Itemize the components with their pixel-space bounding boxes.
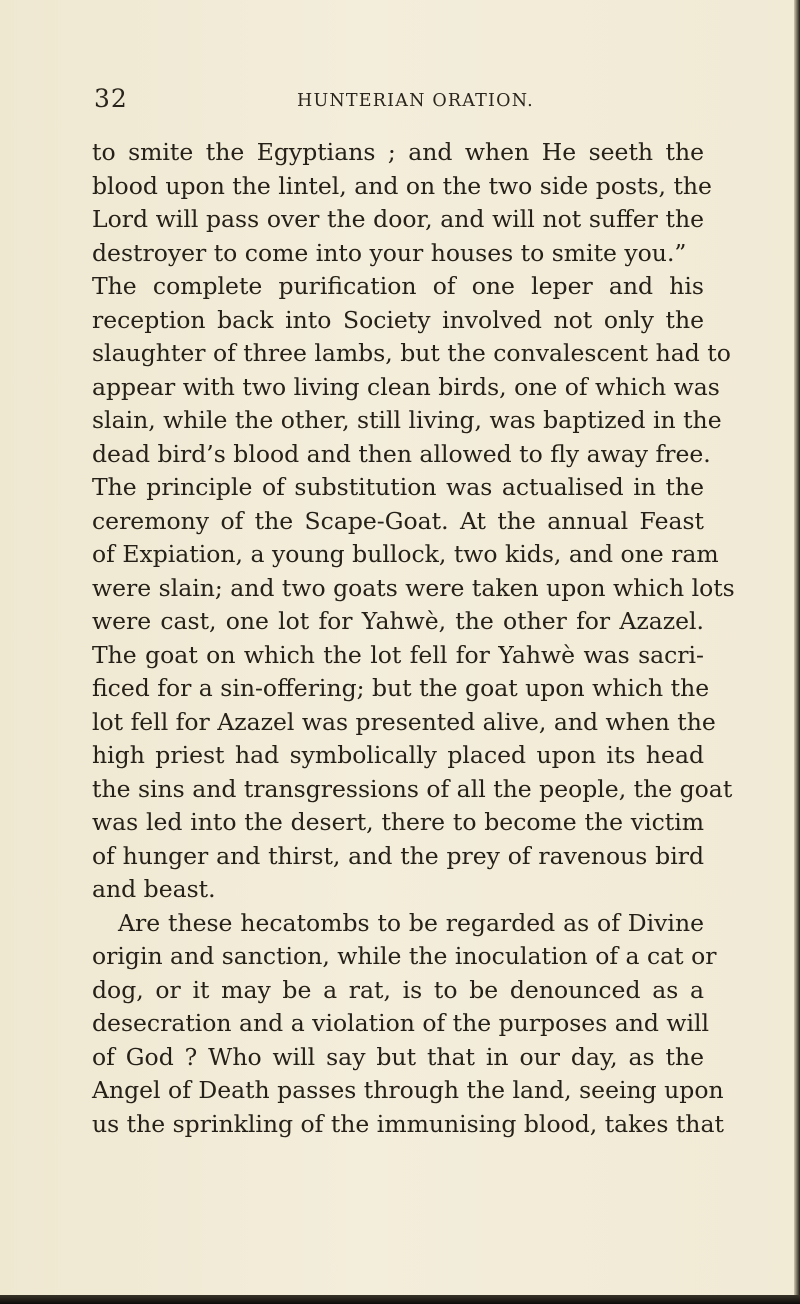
text-line: appear with two living clean birds, one of which was <box>92 372 720 401</box>
text-line: lot fell for Azazel was presented alive, and when the <box>92 707 716 736</box>
text-line: blood upon the lintel, and on the two side posts, the <box>92 171 712 200</box>
text-line: Angel of Death passes through the land, seeing upon <box>92 1076 724 1104</box>
text-line: slaughter of three lambs, but the convalescent had to <box>92 339 731 367</box>
text-line: reception back into Society involved not only the <box>92 305 704 334</box>
text-line: Lord will pass over the door, and will not suffer the <box>92 205 704 233</box>
text-line: were slain; and two goats were taken upon which lots <box>92 573 735 602</box>
page-edge-shadow <box>794 0 800 1304</box>
text-line: The goat on which the lot fell for Yahwè was sacri- <box>92 640 704 669</box>
text-line: origin and sanction, while the inoculation of a cat or <box>92 942 717 970</box>
text-line: were cast, one lot for Yahwè, the other for Azazel. <box>92 607 704 635</box>
text-line: was led into the desert, there to become the victim <box>92 808 704 836</box>
text-line: destroyer to come into your houses to smite you.” <box>92 238 687 267</box>
text-line: of hunger and thirst, and the prey of ravenous bird <box>92 841 704 870</box>
page-bottom-shadow <box>0 1295 800 1304</box>
text-line: dead bird’s blood and then allowed to fly away free. <box>92 439 711 468</box>
text-line: The principle of substitution was actualised in the <box>92 473 704 501</box>
body-text <box>92 136 735 1141</box>
text-line: and beast. <box>92 875 216 903</box>
text-line: of Expiation, a young bullock, two kids, and one ram <box>92 540 719 568</box>
text-line: dog, or it may be a rat, is to be denounced as a <box>92 975 704 1004</box>
text-line: to smite the Egyptians ; and when He seeth the <box>92 138 704 166</box>
running-title: HUNTERIAN ORATION. <box>297 91 534 111</box>
text-line: The complete purification of one leper and his <box>92 272 704 300</box>
text-line: desecration and a violation of the purposes and will <box>92 1009 710 1037</box>
text-line: Are these hecatombs to be regarded as of Divine <box>118 908 704 937</box>
text-line: high priest had symbolically placed upon its head <box>92 741 704 769</box>
text-line: ficed for a sin-offering; but the goat upon which the <box>92 674 710 702</box>
text-line: slain, while the other, still living, was baptized in the <box>92 406 722 434</box>
text-line: us the sprinkling of the immunising blood, takes that <box>92 1109 724 1138</box>
text-line: ceremony of the Scape-Goat. At the annual Feast <box>92 506 704 535</box>
text-line: of God ? Who will say but that in our day, as the <box>92 1042 704 1071</box>
page-number: 32 <box>94 84 128 113</box>
text-line: the sins and transgressions of all the people, the goat <box>92 774 733 803</box>
